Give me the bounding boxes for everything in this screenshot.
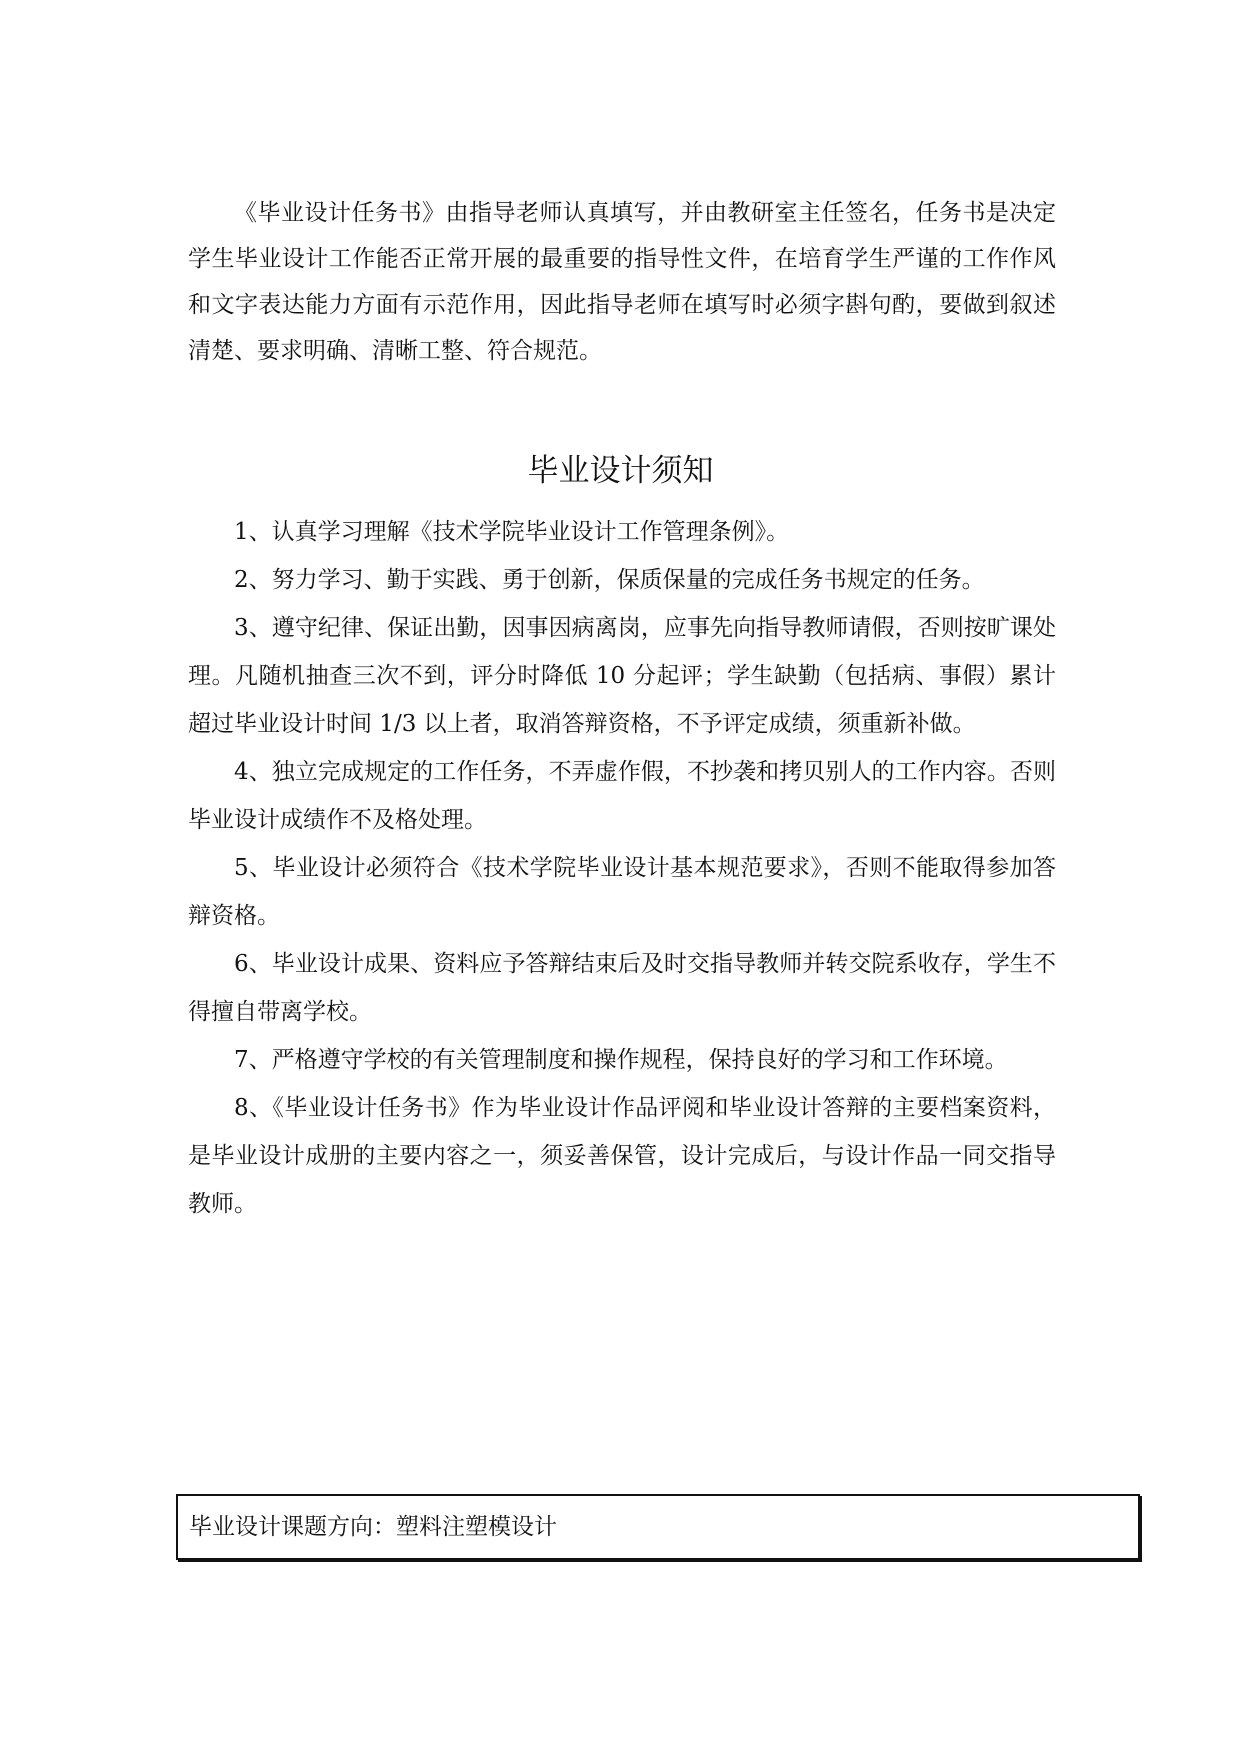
notice-item-8: 8、《毕业设计任务书》作为毕业设计作品评阅和毕业设计答辩的主要档案资料，是毕业设计成册的主要内容之一，须妥善保管，设计完成后，与设计作品一同交指导教师。 [188, 1095, 1056, 1217]
notice-item-4: 4、独立完成规定的工作任务，不弄虚作假，不抄袭和拷贝别人的工作内容。否则毕业设计成绩作不及格处理。 [188, 759, 1056, 833]
intro-paragraph: 《毕业设计任务书》由指导老师认真填写，并由教研室主任签名，任务书是决定学生毕业设计工作能否正常开展的最重要的指导性文件，在培育学生严谨的工作作风和文字表达能力方面有示范作用，因此指导老师在填写时必须字斟句酌，要做到叙述清楚、要求明确、清晰工整、符合规范。 [188, 200, 1056, 364]
topic-direction-text: 毕业设计课题方向：塑料注塑模设计 [189, 1514, 557, 1540]
notice-item-6: 6、毕业设计成果、资料应予答辩结束后及时交指导教师并转交院系收存，学生不得擅自带离学校。 [188, 951, 1056, 1025]
notice-item-7: 7、严格遵守学校的有关管理制度和操作规程，保持良好的学习和工作环境。 [234, 1047, 1008, 1073]
notice-item-2: 2、努力学习、勤于实践、勇于创新，保质保量的完成任务书规定的任务。 [234, 567, 985, 593]
topic-direction-box [176, 1494, 1140, 1560]
notice-item-5: 5、毕业设计必须符合《技术学院毕业设计基本规范要求》，否则不能取得参加答辩资格。 [188, 855, 1056, 929]
notice-item-1: 1、认真学习理解《技术学院毕业设计工作管理条例》。 [234, 519, 790, 545]
notice-list [188, 508, 1056, 1228]
notice-item-3: 3、遵守纪律、保证出勤，因事因病离岗，应事先向指导教师请假，否则按旷课处理。凡随机抽查三次不到，评分时降低 10 分起评；学生缺勤（包括病、事假）累计超过毕业设计时间 1/3 以上者，取消答辩资格，不予评定成绩，须重新补做。 [188, 615, 1056, 737]
notice-title: 毕业设计须知 [527, 453, 714, 489]
